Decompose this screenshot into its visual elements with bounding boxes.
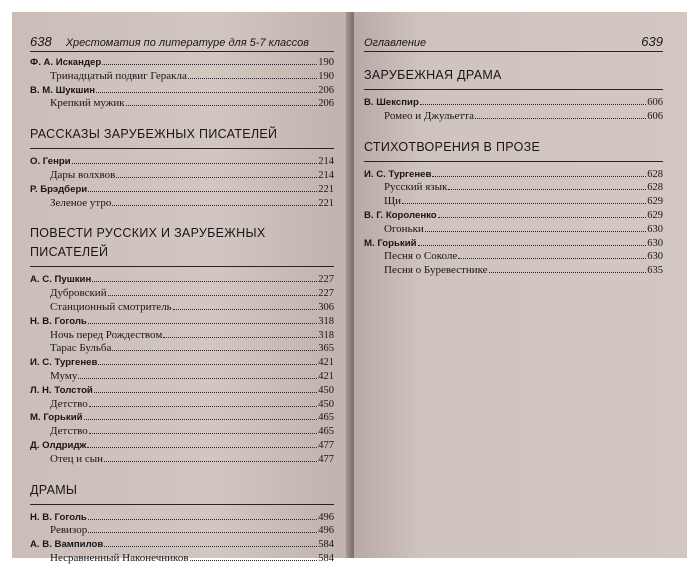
toc-group	[30, 155, 334, 210]
toc-work-row[interactable]	[30, 97, 334, 111]
dot-leader	[88, 524, 317, 533]
dot-leader	[104, 538, 317, 547]
work-title: Ревизор	[50, 524, 88, 537]
work-title: Муму	[50, 369, 78, 382]
work-title: Дубровский	[50, 287, 107, 300]
page-number: 628	[647, 182, 663, 194]
work-title: Тринадцатый подвиг Геракла	[50, 69, 187, 82]
toc-author-row[interactable]	[30, 411, 334, 425]
page-number: 306	[318, 301, 334, 313]
dot-leader	[418, 237, 647, 246]
author-name: Н. В. Гоголь	[30, 315, 87, 327]
toc-work-row[interactable]	[30, 287, 334, 301]
author-name: Н. В. Гоголь	[30, 511, 87, 523]
author-name: В. Шекспир	[364, 97, 419, 108]
dot-leader	[78, 370, 317, 379]
left-page	[12, 12, 352, 564]
dot-leader	[458, 250, 646, 259]
toc-author-row[interactable]	[30, 84, 334, 98]
toc-work-row[interactable]	[30, 342, 334, 356]
page-number: 450	[318, 398, 334, 410]
author-name: В. М. Шукшин	[30, 84, 96, 96]
left-running-title: Хрестоматия по литературе для 5-7 классов	[65, 37, 310, 49]
page-number: 629	[647, 209, 663, 221]
author-name: М. Горький	[364, 237, 417, 249]
toc-group	[364, 168, 663, 278]
dot-leader	[190, 552, 318, 561]
toc-author-row[interactable]	[364, 96, 663, 110]
page-number: 477	[318, 439, 334, 451]
page-number: 227	[318, 274, 334, 286]
page-number: 629	[647, 196, 663, 208]
page-number: 206	[318, 84, 334, 96]
section-title: ПОВЕСТИ РУССКИХ И ЗАРУБЕЖНЫХ ПИСАТЕЛЕЙ	[30, 224, 334, 267]
page-number: 190	[318, 57, 334, 68]
toc-work-row[interactable]	[30, 552, 334, 566]
dot-leader	[84, 411, 318, 420]
work-title: Ромео и Джульетта	[384, 109, 475, 122]
work-title: Станционный смотритель	[50, 300, 172, 313]
dot-leader	[108, 287, 318, 296]
page-number: 630	[647, 237, 663, 249]
author-name: Д. Олдридж	[30, 439, 87, 451]
author-name: А. С. Пушкин	[30, 274, 92, 286]
author-name: М. Горький	[30, 412, 83, 424]
toc-work-row[interactable]	[364, 223, 663, 237]
page-number: 214	[318, 156, 334, 168]
page-number: 221	[318, 183, 334, 195]
right-toc	[364, 66, 663, 278]
toc-author-row[interactable]	[30, 356, 334, 370]
toc-work-row[interactable]	[364, 264, 663, 278]
work-title: Отец и сын	[50, 452, 104, 465]
page-number: 365	[318, 343, 334, 355]
author-name: О. Генри	[30, 156, 71, 168]
toc-author-row[interactable]	[30, 384, 334, 398]
right-page	[354, 12, 687, 558]
left-running-head	[30, 34, 334, 52]
section-title: ЗАРУБЕЖНАЯ ДРАМА	[364, 66, 663, 90]
toc-author-row[interactable]	[30, 273, 334, 287]
dot-leader	[102, 56, 317, 65]
page-number: 421	[318, 357, 334, 369]
section-title: СТИХОТВОРЕНИЯ В ПРОЗЕ	[364, 138, 663, 162]
page-number: 318	[318, 315, 334, 327]
author-name: И. С. Тургенев	[364, 168, 432, 180]
dot-leader	[432, 168, 646, 177]
dot-leader	[420, 96, 646, 105]
dot-leader	[126, 97, 318, 106]
dot-leader	[104, 453, 317, 462]
page-number: 465	[318, 426, 334, 438]
page-number: 496	[318, 525, 334, 537]
toc-group	[30, 511, 334, 566]
page-number: 584	[318, 552, 334, 564]
work-title: Детство	[50, 425, 88, 438]
author-name: Л. Н. Толстой	[30, 384, 93, 396]
dot-leader	[87, 439, 317, 448]
dot-leader	[448, 181, 646, 190]
work-title: Детство	[50, 397, 88, 410]
right-running-title: Оглавление	[364, 37, 427, 49]
page-number: 584	[318, 539, 334, 551]
section-title: РАССКАЗЫ ЗАРУБЕЖНЫХ ПИСАТЕЛЕЙ	[30, 125, 334, 149]
toc-author-row[interactable]	[30, 183, 334, 197]
author-name: В. Г. Короленко	[364, 209, 437, 221]
author-name: А. В. Вампилов	[30, 539, 104, 551]
dot-leader	[88, 183, 317, 192]
toc-work-row[interactable]	[364, 250, 663, 264]
dot-leader	[475, 110, 646, 119]
dot-leader	[98, 356, 317, 365]
work-title: Песня о Соколе	[384, 250, 458, 263]
page-number: 630	[647, 251, 663, 263]
toc-work-row[interactable]	[30, 169, 334, 183]
right-page-number: 639	[641, 34, 663, 49]
toc-work-row[interactable]	[30, 301, 334, 315]
dot-leader	[94, 384, 317, 393]
dot-leader	[116, 169, 317, 178]
toc-author-row[interactable]	[30, 56, 334, 70]
page-number: 190	[318, 70, 334, 82]
dot-leader	[96, 84, 317, 93]
work-title: Зеленое утро	[50, 196, 112, 209]
right-running-head	[364, 34, 663, 52]
section-title: ДРАМЫ	[30, 481, 334, 505]
toc-work-row[interactable]	[30, 425, 334, 439]
dot-leader	[188, 70, 317, 79]
dot-leader	[72, 155, 318, 164]
dot-leader	[89, 398, 317, 407]
page-number: 318	[318, 329, 334, 341]
page-number: 227	[318, 288, 334, 300]
author-name: И. С. Тургенев	[30, 357, 98, 369]
toc-author-row[interactable]	[30, 511, 334, 525]
page-number: 214	[318, 169, 334, 181]
page-number: 628	[647, 168, 663, 180]
author-name: Ф. А. Искандер	[30, 57, 102, 68]
dot-leader	[88, 511, 317, 520]
page-number: 465	[318, 412, 334, 424]
toc-work-row[interactable]	[364, 195, 663, 209]
toc-work-row[interactable]	[30, 398, 334, 412]
author-name: Р. Брэдбери	[30, 183, 88, 195]
toc-work-row[interactable]	[364, 110, 663, 124]
page-number: 606	[647, 110, 663, 122]
dot-leader	[112, 342, 317, 351]
toc-author-row[interactable]	[30, 439, 334, 453]
toc-author-row[interactable]	[30, 315, 334, 329]
page-number: 635	[647, 265, 663, 277]
page-number: 630	[647, 223, 663, 235]
toc-work-row[interactable]	[30, 70, 334, 84]
toc-group	[30, 273, 334, 466]
toc-group	[30, 56, 334, 111]
work-title: Русский язык	[384, 181, 448, 194]
page-number: 477	[318, 453, 334, 465]
toc-work-row[interactable]	[30, 453, 334, 467]
page-number: 221	[318, 197, 334, 209]
work-title: Песня о Буревестнике	[384, 264, 488, 277]
page-number: 450	[318, 384, 334, 396]
dot-leader	[89, 425, 317, 434]
open-book	[12, 12, 687, 564]
page-number: 206	[318, 98, 334, 110]
toc-author-row[interactable]	[364, 237, 663, 251]
dot-leader	[112, 197, 317, 206]
page-number: 606	[647, 97, 663, 108]
work-title: Щи	[384, 195, 401, 208]
toc-work-row[interactable]	[30, 370, 334, 384]
work-title: Тарас Бульба	[50, 342, 112, 355]
left-page-number: 638	[30, 34, 52, 49]
dot-leader	[92, 273, 317, 282]
dot-leader	[163, 329, 317, 338]
toc-group	[364, 96, 663, 124]
work-title: Ночь перед Рождеством	[50, 328, 163, 341]
work-title: Дары волхвов	[50, 168, 116, 181]
dot-leader	[438, 209, 647, 218]
page-number: 421	[318, 370, 334, 382]
dot-leader	[173, 301, 318, 310]
dot-leader	[88, 315, 317, 324]
work-title: Несравненный Наконечников	[50, 551, 189, 564]
toc-author-row[interactable]	[364, 209, 663, 223]
toc-work-row[interactable]	[30, 524, 334, 538]
toc-author-row[interactable]	[30, 155, 334, 169]
work-title: Крепкий мужик	[50, 97, 125, 110]
toc-author-row[interactable]	[364, 168, 663, 182]
dot-leader	[489, 264, 647, 273]
left-toc	[30, 56, 334, 566]
toc-work-row[interactable]	[364, 181, 663, 195]
toc-work-row[interactable]	[30, 329, 334, 343]
page-number: 496	[318, 511, 334, 523]
toc-work-row[interactable]	[30, 197, 334, 211]
dot-leader	[402, 195, 646, 204]
dot-leader	[425, 223, 646, 232]
work-title: Огоньки	[384, 222, 424, 235]
toc-author-row[interactable]	[30, 538, 334, 552]
